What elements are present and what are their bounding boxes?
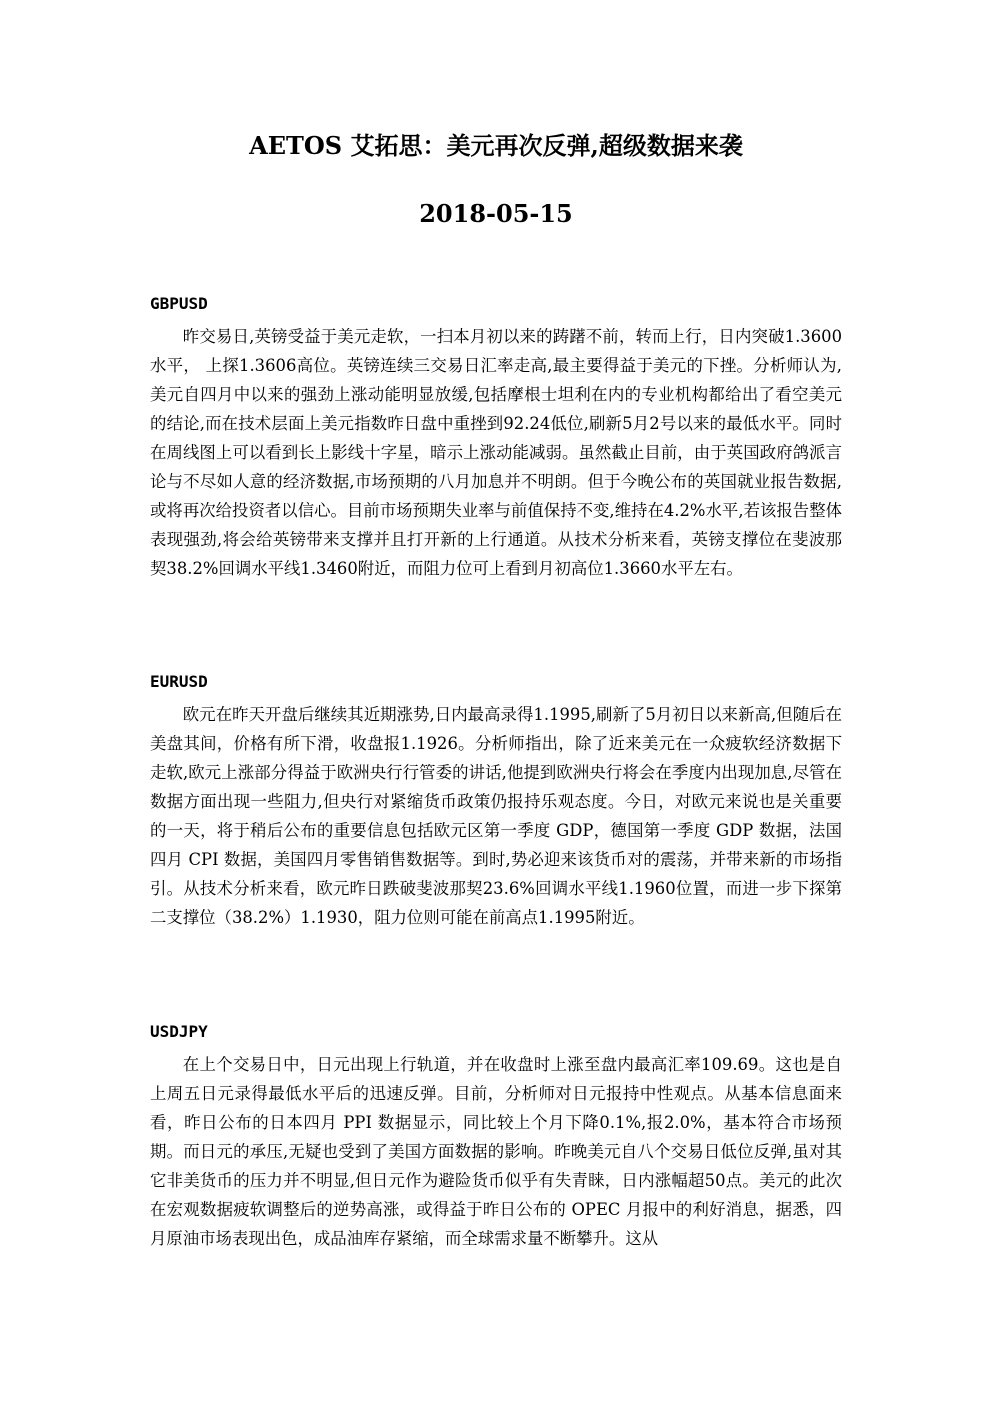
- document-title: AETOS 艾拓思：美元再次反弹,超级数据来袭: [249, 131, 743, 160]
- section-eurusd: [150, 668, 842, 932]
- section-heading: EURUSD: [150, 672, 208, 691]
- section-usdjpy: [150, 1018, 842, 1253]
- section-heading: GBPUSD: [150, 294, 208, 313]
- section-body: 昨交易日,英镑受益于美元走软，一扫本月初以来的踌躇不前，转而上行，日内突破1.3600水平， 上探1.3606高位。英镑连续三交易日汇率走高,最主要得益于美元的下挫。分析师认为,美元自四月中以来的强劲上涨动能明显放缓,包括摩根士坦利在内的专业机构都给出了看空美元的结论,而在技术层面上美元指数昨日盘中重挫到92.24低位,刷新5月2号以来的最低水平。同时在周线图上可以看到长上影线十字星，暗示上涨动能减弱。虽然截止目前，由于英国政府鸽派言论与不尽如人意的经济数据,市场预期的八月加息并不明朗。但于今晚公布的英国就业报告数据,或将再次给投资者以信心。目前市场预期失业率与前值保持不变,维持在4.2%水平,若该报告整体表现强劲,将会给英镑带来支撑并且打开新的上行通道。从技术分析来看，英镑支撑位在斐波那契38.2%回调水平线1.3460附近，而阻力位可上看到月初高位1.3660水平左右。: [150, 327, 842, 578]
- section-heading: USDJPY: [150, 1022, 208, 1041]
- document-date: 2018-05-15: [419, 199, 573, 228]
- section-gbpusd: [150, 290, 842, 583]
- section-body: 欧元在昨天开盘后继续其近期涨势,日内最高录得1.1995,刷新了5月初日以来新高,但随后在美盘其间，价格有所下滑，收盘报1.1926。分析师指出，除了近来美元在一众疲软经济数据下走软,欧元上涨部分得益于欧洲央行行管委的讲话,他提到欧洲央行将会在季度内出现加息,尽管在数据方面出现一些阻力,但央行对紧缩货币政策仍报持乐观态度。今日，对欧元来说也是关重要的一天，将于稍后公布的重要信息包括欧元区第一季度 GDP，德国第一季度 GDP 数据，法国四月 CPI 数据，美国四月零售销售数据等。到时,势必迎来该货币对的震荡，并带来新的市场指引。从技术分析来看，欧元昨日跌破斐波那契23.6%回调水平线1.1960位置，而进一步下探第二支撑位（38.2%）1.1930，阻力位则可能在前高点1.1995附近。: [150, 705, 842, 927]
- section-body: 在上个交易日中，日元出现上行轨道，并在收盘时上涨至盘内最高汇率109.69。这也是自上周五日元录得最低水平后的迅速反弹。目前，分析师对日元报持中性观点。从基本信息面来看，昨日公布的日本四月 PPI 数据显示，同比较上个月下降0.1%,报2.0%，基本符合市场预期。而日元的承压,无疑也受到了美国方面数据的影响。昨晚美元自八个交易日低位反弹,虽对其它非美货币的压力并不明显,但日元作为避险货币似乎有失青睐，日内涨幅超50点。美元的此次在宏观数据疲软调整后的逆势高涨，或得益于昨日公布的 OPEC 月报中的利好消息，据悉，四月原油市场表现出色，成品油库存紧缩，而全球需求量不断攀升。这从: [150, 1055, 842, 1248]
